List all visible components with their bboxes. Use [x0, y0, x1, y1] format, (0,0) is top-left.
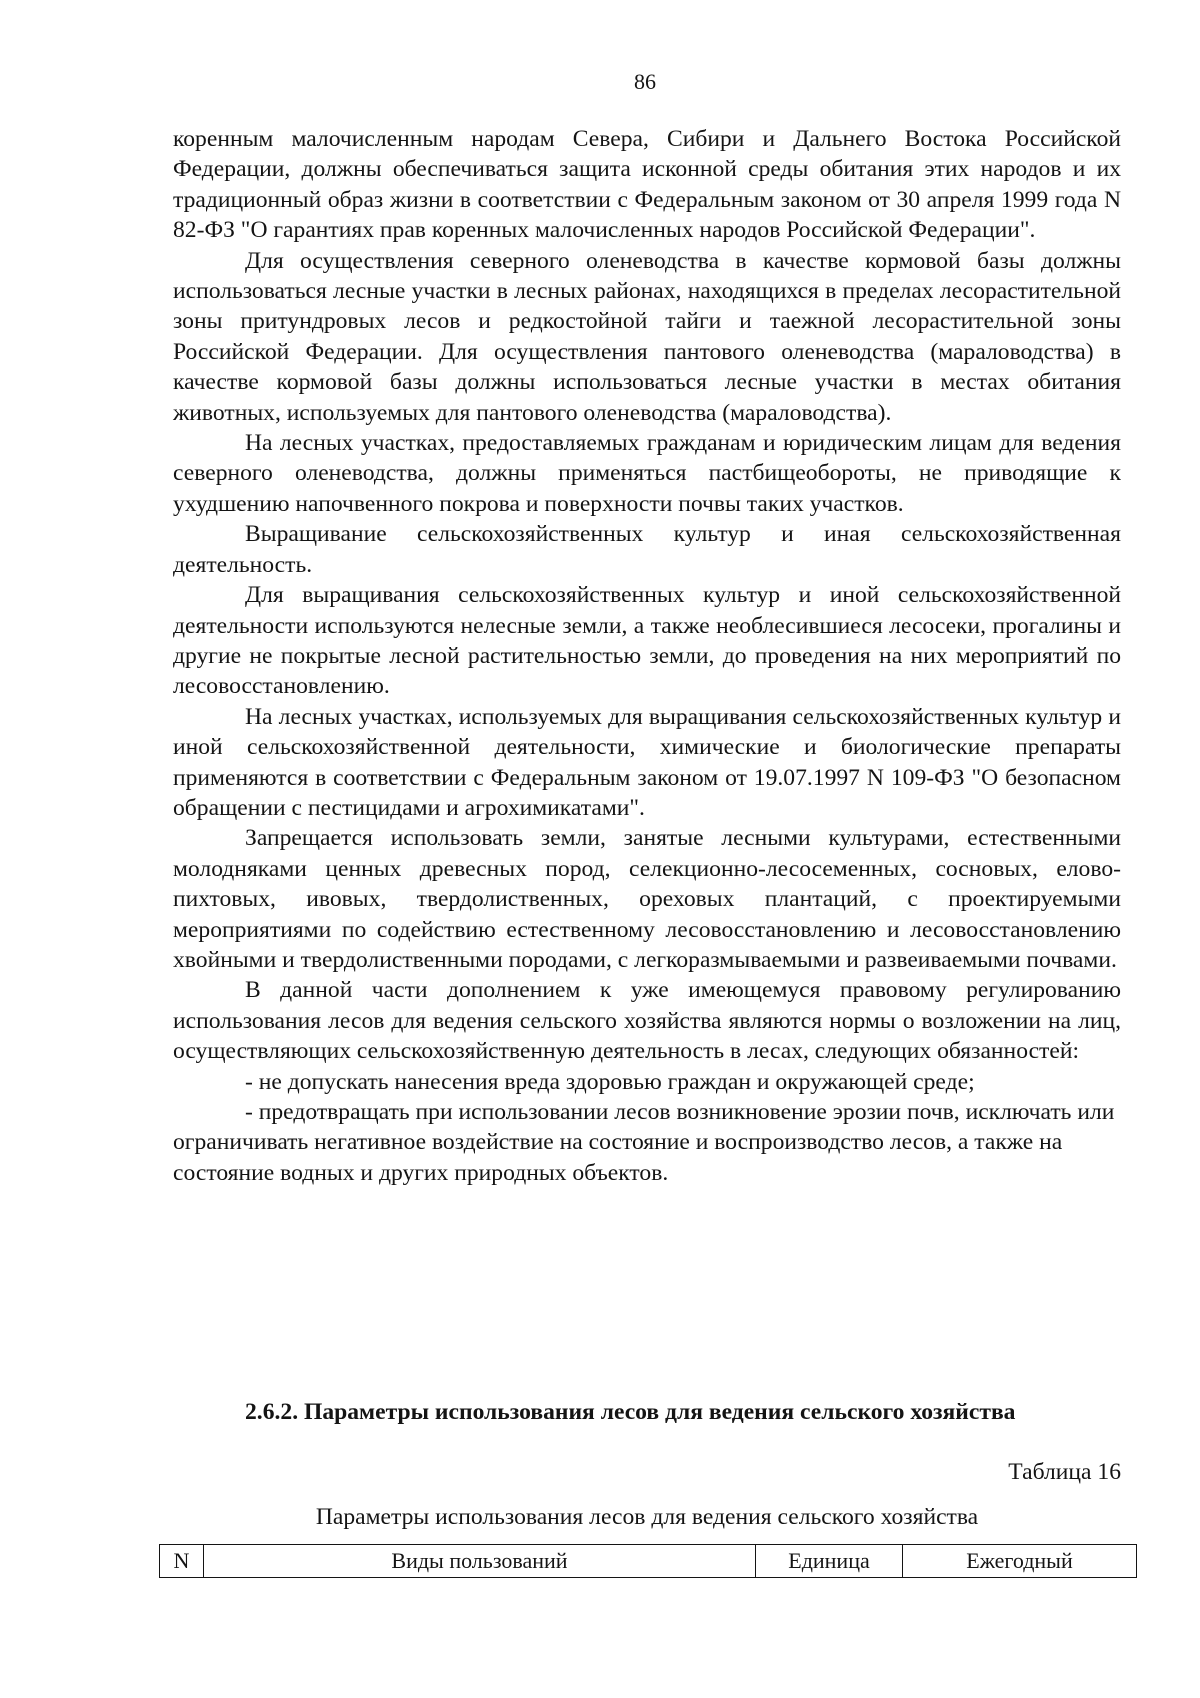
- paragraph-prohibited-lands: Запрещается использовать земли, занятые лесными культурами, естественными молодняками ценных древесных пород, селекционно-лесосеменных, сосновых, елово-пихтовых, ивовых, твердолиственных, ореховых плантаций, с проектируемыми мероприятиями по содействию естественному лесовосстановлению и лесовосстановлению хвойными и твердолиственными породами, с легкоразмываемыми и развеиваемыми почвами.: [173, 825, 1121, 973]
- paragraph-reindeer-herding: Для осуществления северного оленеводства в качестве кормовой базы должны использоваться лесные участки в лесных районах, находящихся в пределах лесорастительной зоны притундровых лесов и редкостойной тайги и таежной лесорастительной зоны Российской Федерации. Для осуществления пантового оленеводства (мараловодства) в качестве кормовой базы должны использоваться лесные участки в местах обитания животных, используемых для пантового оленеводства (мараловодства).: [173, 247, 1121, 426]
- paragraph-crop-growing: Выращивание сельскохозяйственных культур и иная сельскохозяйственная деятельность.: [173, 521, 1121, 578]
- obligation-item-health: - не допускать нанесения вреда здоровью граждан и окружающей среде;: [245, 1068, 975, 1095]
- table-label: Таблица 16: [1008, 1459, 1121, 1485]
- header-annual: Ежегодный: [903, 1545, 1137, 1578]
- paragraph-obligations-intro: В данной части дополнением к уже имеющемуся правовому регулированию использования лесов для ведения сельского хозяйства являются нормы о возложении на лиц, осуществляющих сельскохозяйственную деятельность в лесах, следующих обязанностей:: [173, 977, 1121, 1065]
- parameters-table: [159, 1544, 1137, 1578]
- paragraph-indigenous-peoples: коренным малочисленным народам Севера, Сибири и Дальнего Востока Российской Федерации, должны обеспечиваться защита исконной среды обитания этих народов и их традиционный образ жизни в соответствии с Федеральным законом от 30 апреля 1999 года N 82-ФЗ "О гарантиях прав коренных малочисленных народов Российской Федерации".: [173, 126, 1121, 244]
- table-caption: Параметры использования лесов для ведения сельского хозяйства: [315, 1504, 979, 1530]
- table-header-row: [160, 1545, 1137, 1578]
- header-kind: Виды пользований: [204, 1545, 756, 1578]
- section-heading: 2.6.2. Параметры использования лесов для ведения сельского хозяйства: [245, 1399, 1016, 1425]
- header-unit: Единица: [756, 1545, 903, 1578]
- page-number: 86: [634, 69, 656, 94]
- paragraph-pasture-rotation: На лесных участках, предоставляемых гражданам и юридическим лицам для ведения северного оленеводства, должны применяться пастбищеобороты, не приводящие к ухудшению напочвенного покрова и поверхности почвы таких участков.: [173, 430, 1121, 517]
- paragraph-chemicals: На лесных участках, используемых для выращивания сельскохозяйственных культур и иной сельскохозяйственной деятельности, химические и биологические препараты применяются в соответствии с Федеральным законом от 19.07.1997 N 109-ФЗ "О безопасном обращении с пестицидами и агрохимикатами".: [173, 703, 1121, 821]
- header-n: N: [160, 1545, 204, 1578]
- paragraph-nonforest-lands: Для выращивания сельскохозяйственных культур и иной сельскохозяйственной деятельности используются нелесные земли, а также необлесившиеся лесосеки, прогалины и другие не покрытые лесной растительностью земли, до проведения на них мероприятий по лесовосстановлению.: [173, 582, 1121, 700]
- body-text: [173, 124, 1121, 1188]
- obligation-item-erosion: - предотвращать при использовании лесов возникновение эрозии почв, исключать или ограничивать негативное воздействие на состояние и воспроизводство лесов, а также на состояние водных и других природных объектов.: [173, 1099, 1115, 1186]
